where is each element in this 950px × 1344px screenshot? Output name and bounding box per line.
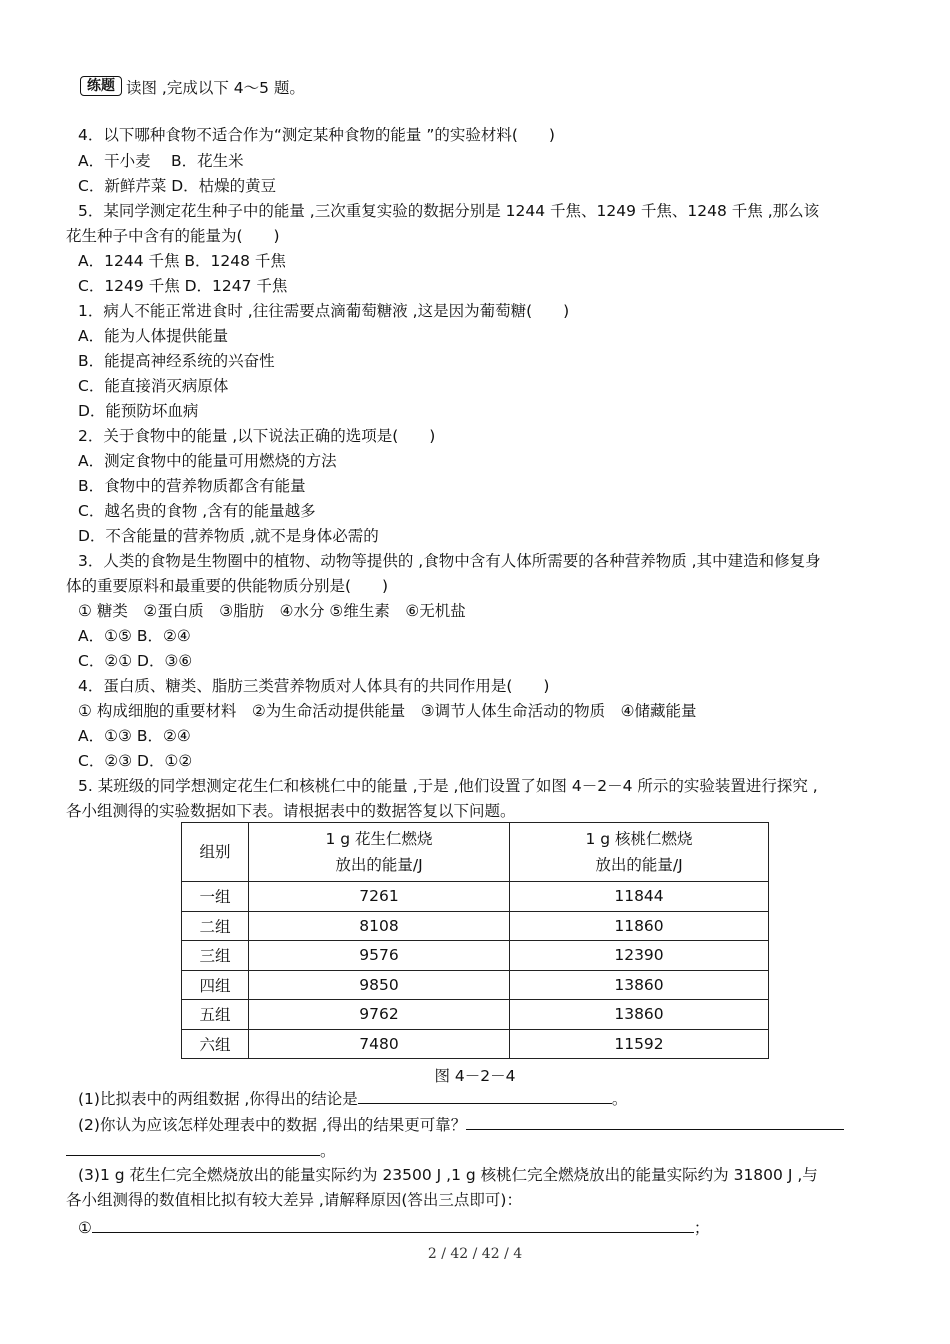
peanut-cell: 8108 (249, 911, 510, 941)
text-line: A．①③ B．②④ (78, 727, 191, 745)
text-line: C．能直接消灭病原体 (78, 377, 229, 395)
question-3-line1: (3)1 g 花生仁完全燃烧放出的能量实际约为 23500 J ,1 g 核桃仁完全燃烧放出的能量实际约为 31800 J ,与 (78, 1166, 818, 1184)
question-3-line2: 各小组测得的数值相比拟有较大差异 ,请解释原因(答出三点即可)： (66, 1191, 522, 1209)
header-peanut: 1 g 花生仁燃烧 放出的能量/J (249, 823, 510, 882)
text-line: 2．关于食物中的能量 ,以下说法正确的选项是( ) (78, 427, 436, 445)
text-line: C．②③ D．①② (78, 752, 193, 770)
practice-badge: 练题 (80, 76, 122, 96)
text-line: B．能提高神经系统的兴奋性 (78, 352, 275, 370)
text-line: C．②① D．③⑥ (78, 652, 193, 670)
table-row (182, 911, 769, 941)
text-line: ① 构成细胞的重要材料 ②为生命活动提供能量 ③调节人体生命活动的物质 ④储藏能量 (78, 702, 697, 720)
text-line: ① 糖类 ②蛋白质 ③脂肪 ④水分 ⑤维生素 ⑥无机盐 (78, 602, 466, 620)
text-line: 5. 某班级的同学想测定花生仁和核桃仁中的能量 ,于是 ,他们设置了如图 4－2－4 所示的实验装置进行探究 , (78, 777, 818, 795)
table-row (182, 1000, 769, 1030)
text-line: 花生种子中含有的能量为( ) (66, 227, 280, 245)
group-cell: 四组 (182, 970, 249, 1000)
peanut-cell: 7480 (249, 1029, 510, 1059)
answer-blank-3-1[interactable] (92, 1216, 694, 1233)
question-2: (2)你认为应该怎样处理表中的数据 ,得出的结果更可靠？ (78, 1113, 844, 1135)
answer-blank-1[interactable] (358, 1087, 612, 1104)
table-row (182, 970, 769, 1000)
text-line: D．不含能量的营养物质 ,就不是身体必需的 (78, 527, 379, 545)
text-line: A．①⑤ B．②④ (78, 627, 191, 645)
text-line: C．越名贵的食物 ,含有的能量越多 (78, 502, 316, 520)
walnut-cell: 13860 (510, 1000, 769, 1030)
page-footer: 2 / 42 / 42 / 4 (427, 1246, 523, 1262)
table-header-row (182, 823, 769, 882)
text-line: C．1249 千焦 D．1247 千焦 (78, 277, 288, 295)
text-line: A．1244 千焦 B．1248 千焦 (78, 252, 286, 270)
peanut-cell: 9850 (249, 970, 510, 1000)
walnut-cell: 11592 (510, 1029, 769, 1059)
peanut-cell: 9576 (249, 941, 510, 971)
text-line: A．能为人体提供能量 (78, 327, 229, 345)
group-cell: 一组 (182, 882, 249, 912)
text-line: 4．以下哪种食物不适合作为“测定某种食物的能量 ”的实验材料( ) (78, 126, 555, 144)
answer-blank-2b[interactable] (66, 1139, 320, 1156)
group-cell: 三组 (182, 941, 249, 971)
text-line: 各小组测得的实验数据如下表。请根据表中的数据答复以下问题。 (66, 802, 516, 820)
table-row (182, 941, 769, 971)
peanut-cell: 7261 (249, 882, 510, 912)
header-walnut: 1 g 核桃仁燃烧 放出的能量/J (510, 823, 769, 882)
text-line: A．测定食物中的能量可用燃烧的方法 (78, 452, 337, 470)
table-row (182, 1029, 769, 1059)
text-line: 3．人类的食物是生物圈中的植物、动物等提供的 ,食物中含有人体所需要的各种营养物质 ,其中建造和修复身 (78, 552, 821, 570)
question-3-item-1: ① ； (78, 1216, 709, 1238)
text-line: 体的重要原料和最重要的供能物质分别是( ) (66, 577, 389, 595)
walnut-cell: 13860 (510, 970, 769, 1000)
energy-table (181, 822, 769, 1059)
text-line: 1．病人不能正常进食时 ,往往需要点滴葡萄糖液 ,这是因为葡萄糖( ) (78, 302, 570, 320)
peanut-cell: 9762 (249, 1000, 510, 1030)
text-line: B．食物中的营养物质都含有能量 (78, 477, 306, 495)
text-line: C．新鲜芹菜 D．枯燥的黄豆 (78, 177, 277, 195)
table-row (182, 882, 769, 912)
text-line: 5．某同学测定花生种子中的能量 ,三次重复实验的数据分别是 1244 千焦、1249 千焦、1248 千焦 ,那么该 (78, 202, 820, 220)
walnut-cell: 12390 (510, 941, 769, 971)
walnut-cell: 11860 (510, 911, 769, 941)
group-cell: 六组 (182, 1029, 249, 1059)
figure-caption: 图 4－2－4 (434, 1067, 516, 1085)
group-cell: 五组 (182, 1000, 249, 1030)
intro-line (80, 78, 305, 99)
question-2-cont: 。 (66, 1139, 336, 1161)
walnut-cell: 11844 (510, 882, 769, 912)
group-cell: 二组 (182, 911, 249, 941)
intro-text: 读图 ,完成以下 4～5 题。 (126, 79, 305, 97)
answer-blank-2a[interactable] (466, 1113, 844, 1130)
header-group: 组别 (182, 823, 249, 882)
text-line: D．能预防坏血病 (78, 402, 199, 420)
text-line: 4．蛋白质、糖类、脂肪三类营养物质对人体具有的共同作用是( ) (78, 677, 550, 695)
question-1: (1)比拟表中的两组数据 ,你得出的结论是 。 (78, 1087, 627, 1109)
text-line: A．干小麦 B．花生米 (78, 152, 244, 170)
